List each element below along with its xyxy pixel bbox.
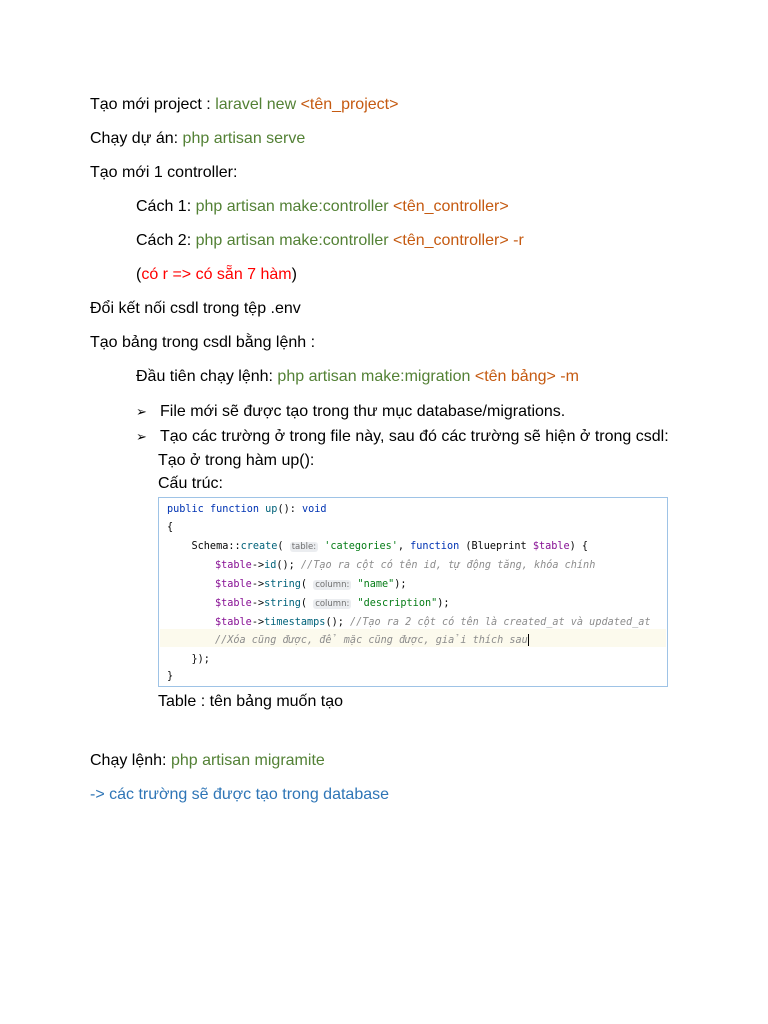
table-note: Table : tên bảng muốn tạo: [158, 693, 344, 710]
parameter-hint: column:: [315, 580, 350, 590]
code-line: //Xóa cũng được, để mặc cũng được, giải thích sau: [215, 635, 528, 646]
line-controller-way-2: [136, 231, 524, 251]
line-first-run-migration: [136, 367, 579, 387]
create-project-command: laravel new: [215, 96, 301, 113]
migration-argument: <tên bảng>: [474, 368, 556, 385]
bullet-fields-text: Tạo các trường ở trong file này, sau đó các trường sẽ hiện ở trong csdl:: [160, 428, 669, 445]
parameter-hint: column:: [315, 599, 350, 609]
way-1-command: php artisan make:controller: [195, 198, 394, 215]
create-project-argument: <tên_project>: [300, 96, 399, 113]
way-2-label: Cách 2:: [136, 232, 196, 249]
create-project-label: Tạo mới project :: [90, 96, 216, 113]
parameter-hint: table:: [291, 542, 317, 552]
way-1-label: Cách 1:: [136, 198, 196, 215]
run-migrate-command: php artisan migramite: [170, 752, 325, 769]
code-line: $table->id(); //Tạo ra cột có tên id, tự động tăng, khóa chính: [215, 560, 596, 571]
note-open-paren: (: [136, 266, 142, 283]
code-line: public function up(): void: [167, 504, 327, 515]
bullet-new-file-text: File mới sẽ được tạo trong thư mục database/migrations.: [160, 403, 566, 420]
note-close-paren: ): [291, 266, 297, 283]
line-resource-note: [136, 265, 297, 285]
way-1-argument: <tên_controller>: [393, 198, 509, 215]
code-line: {: [167, 522, 174, 533]
code-line: $table->string( column: "name");: [215, 579, 407, 590]
line-controller-way-1: [136, 197, 509, 217]
run-migrate-label: Chạy lệnh:: [90, 752, 171, 769]
run-project-command: php artisan serve: [182, 130, 306, 147]
migration-label: Đầu tiên chạy lệnh:: [136, 368, 278, 385]
code-line: }: [167, 671, 174, 682]
code-line: Schema::create( table: 'categories', function (Blueprint $table) {: [167, 541, 589, 552]
arrow-bullet-icon: ➢: [136, 404, 147, 419]
way-2-argument: <tên_controller>: [393, 232, 509, 249]
code-line: $table->timestamps(); //Tạo ra 2 cột có tên là created_at và updated_at: [215, 617, 651, 628]
resource-note-text: có r => có sẵn 7 hàm: [141, 266, 292, 283]
line-run-migrate: [90, 751, 325, 771]
line-run-project: [90, 129, 305, 149]
way-2-flag: -r: [508, 232, 524, 249]
line-create-table: Tạo bảng trong csdl bằng lệnh :: [90, 334, 316, 351]
line-result: -> các trường sẽ được tạo trong database: [90, 786, 390, 803]
bullet-fields-continuation-2: Cấu trúc:: [158, 475, 223, 492]
arrow-bullet-icon: ➢: [136, 429, 147, 444]
line-create-controller: Tạo mới 1 controller:: [90, 164, 238, 181]
code-line: });: [167, 654, 210, 665]
run-project-label: Chạy dự án:: [90, 130, 183, 147]
text-caret: [528, 634, 529, 646]
line-create-project: [90, 95, 398, 115]
way-2-command: php artisan make:controller: [195, 232, 394, 249]
migration-command: php artisan make:migration: [277, 368, 475, 385]
line-change-db-connection: Đổi kết nối csdl trong tệp .env: [90, 300, 301, 317]
code-screenshot: [158, 497, 668, 687]
code-line: $table->string( column: "description");: [215, 598, 450, 609]
migration-flag: -m: [555, 368, 579, 385]
bullet-fields-continuation-1: Tạo ở trong hàm up():: [158, 452, 315, 469]
